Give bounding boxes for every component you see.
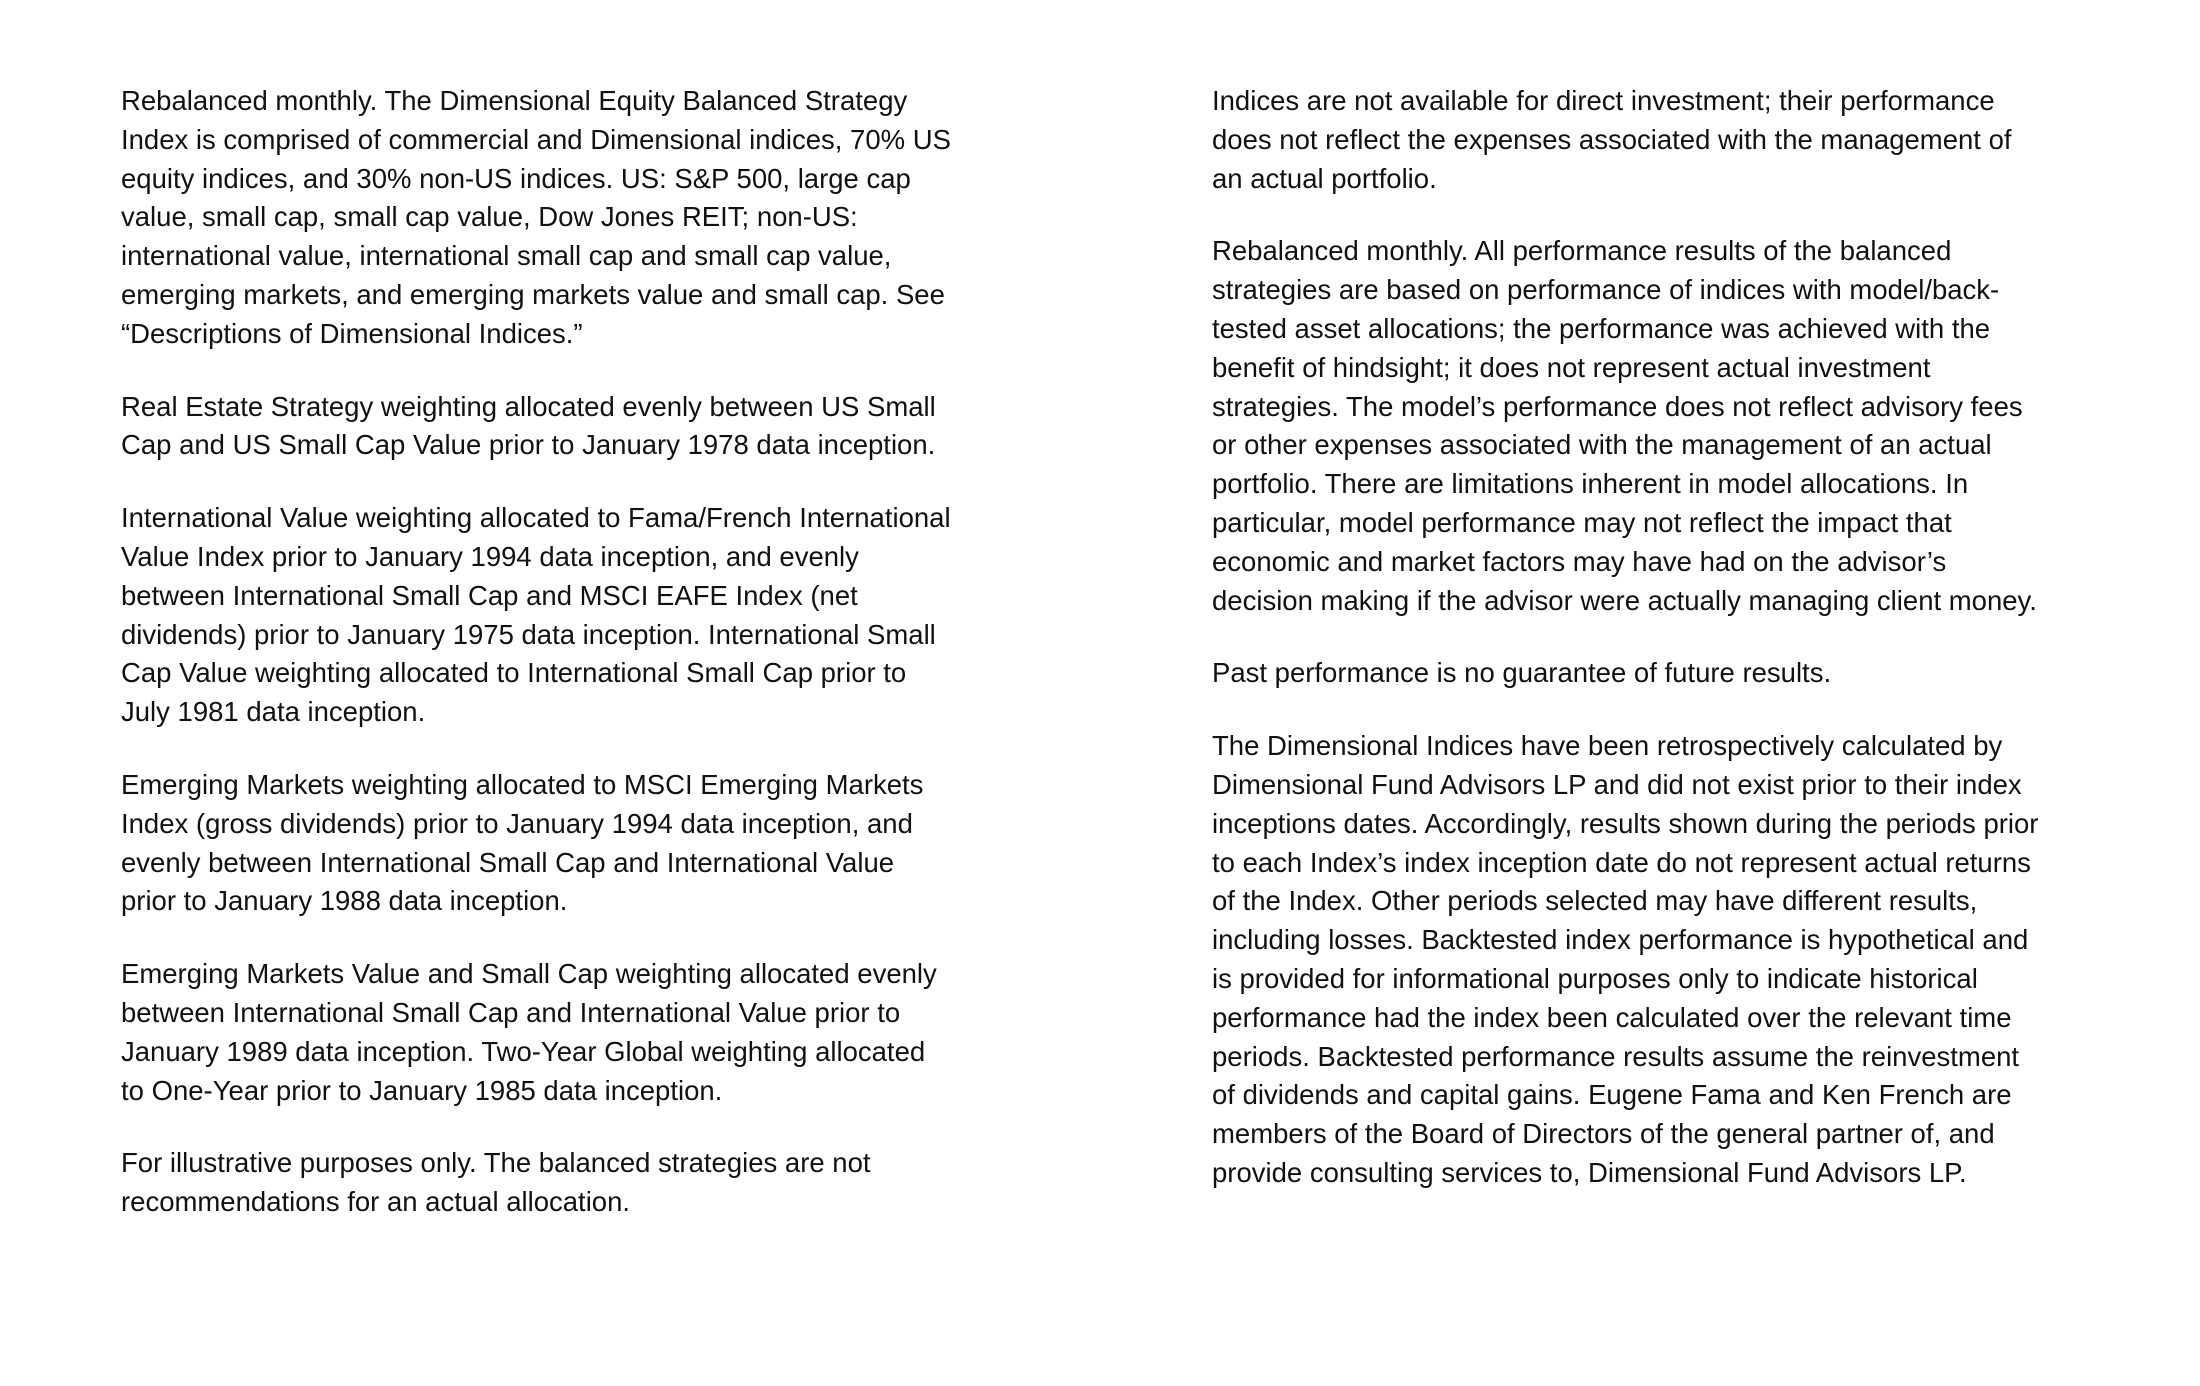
disclosure-paragraph-emerging-markets: Emerging Markets weighting allocated to MSCI Emerging Markets Index (gross dividends) prior to January 1994 data inception, and evenly between International Small Cap and International Value prior to January 1988 data inception.	[121, 768, 924, 917]
disclosure-paragraph-real-estate: Real Estate Strategy weighting allocated evenly between US Small Cap and US Small Cap Value prior to January 1978 data inception.	[121, 390, 936, 461]
disclosure-paragraph-indices: Indices are not available for direct investment; their performance does not reflect the expenses associated with the management of an actual portfolio.	[1212, 85, 2012, 194]
disclosure-paragraph-rebalanced: Rebalanced monthly. All performance results of the balanced strategies are based on performance of indices with model/back- tested asset allocations; the performance was achieved with the benefit of hindsight; it does not represent actual investment strategies. The model’s performance does not reflect advisory fees or other expenses associated with the management of an actual portfolio. There are limitations inherent in model allocations. In particular, model performance may not reflect the impact that economic and market factors may have had on the advisor’s decision making if the advisor were actually managing client money.	[1212, 235, 2037, 616]
disclosure-paragraph-equity-balanced: Rebalanced monthly. The Dimensional Equity Balanced Strategy Index is comprised of commercial and Dimensional indices, 70% US equity indices, and 30% non-US indices. US: S&P 500, large cap value, small cap, small cap value, Dow Jones REIT; non-US: international value, international small cap and small cap value, emerging markets, and emerging markets value and small cap. See “Descriptions of Dimensional Indices.”	[121, 85, 951, 349]
disclosure-paragraph-illustrative: For illustrative purposes only. The balanced strategies are not recommendations for an actual allocation.	[121, 1147, 871, 1218]
disclosure-paragraph-emerging-markets-value: Emerging Markets Value and Small Cap weighting allocated evenly between International Small Cap and International Value prior to January 1989 data inception. Two-Year Global weighting allocated to One-Year prior to January 1985 data inception.	[121, 958, 937, 1106]
disclosure-paragraph-past-performance: Past performance is no guarantee of future results.	[1212, 657, 1832, 689]
left-column	[121, 82, 1021, 1256]
disclosure-paragraph-international-value: International Value weighting allocated to Fama/French International Value Index prior to January 1994 data inception, and evenly between International Small Cap and MSCI EAFE Index (net dividends) prior to January 1975 data inception. International Small Cap Value weighting allocated to International Small Cap prior to July 1981 data inception.	[121, 502, 951, 728]
right-column	[1212, 82, 2132, 1227]
disclosure-paragraph-dimensional-indices: The Dimensional Indices have been retrospectively calculated by Dimensional Fund Advisors LP and did not exist prior to their index inceptions dates. Accordingly, results shown during the periods prior to each Index’s index inception date do not represent actual returns of the Index. Other periods selected may have different results, including losses. Backtested index performance is hypothetical and is provided for informational purposes only to indicate historical performance had the index been calculated over the relevant time periods. Backtested performance results assume the reinvestment of dividends and capital gains. Eugene Fama and Ken French are members of the Board of Directors of the general partner of, and provide consulting services to, Dimensional Fund Advisors LP.	[1212, 730, 2039, 1188]
